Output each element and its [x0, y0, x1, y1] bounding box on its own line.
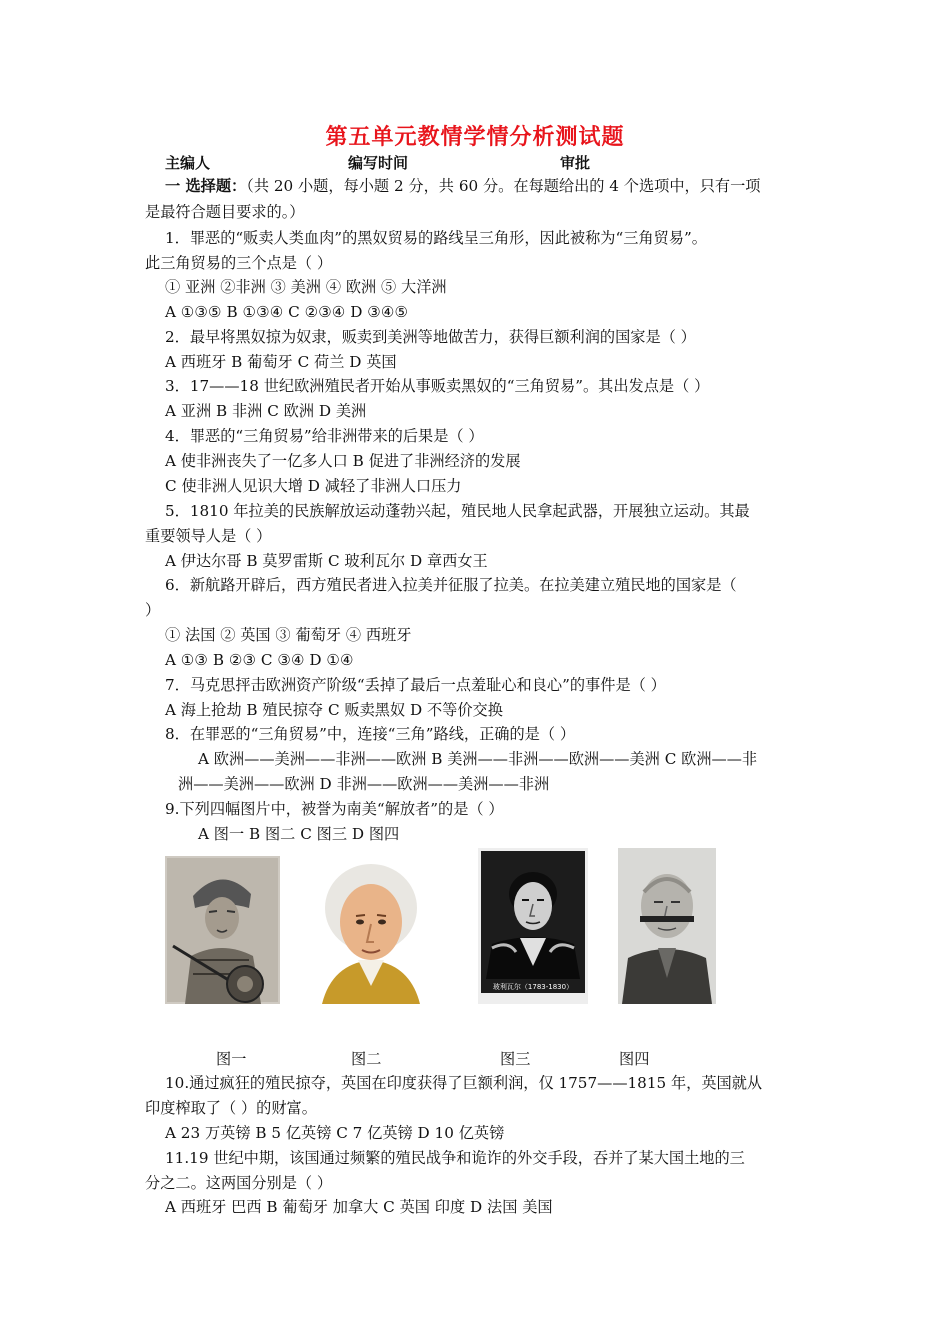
figure-1-portrait — [165, 856, 280, 1004]
q5-text: 5．1810 年拉美的民族解放运动蓬勃兴起，殖民地人民拿起武器，开展独立运动。其最 — [165, 502, 750, 520]
q7-options: A 海上抢劫 B 殖民掠夺 C 贩卖黑奴 D 不等价交换 — [165, 701, 503, 719]
figure-3-caption: 玻利瓦尔（1783-1830） — [492, 983, 574, 991]
q5-options: A 伊达尔哥 B 莫罗雷斯 C 玻利瓦尔 D 章西女王 — [165, 552, 488, 570]
q5-text-cont: 重要领导人是（ ） — [145, 527, 272, 545]
q1-items: ① 亚洲 ②非洲 ③ 美洲 ④ 欧洲 ⑤ 大洋洲 — [165, 278, 447, 296]
q7-text: 7．马克思抨击欧洲资产阶级“丢掉了最后一点羞耻心和良心”的事件是（ ） — [165, 676, 666, 694]
q1-text: 1．罪恶的“贩卖人类血肉”的黑奴贸易的路线呈三角形，因此被称为“三角贸易”。 — [165, 229, 707, 247]
section-header — [165, 176, 760, 196]
figure-2-portrait — [312, 856, 430, 1004]
section-desc-1: （共 20 小题，每小题 2 分，共 60 分。在每题给出的 4 个选项中，只有一项 — [246, 177, 761, 195]
section-heading: 一 选择题： — [165, 177, 247, 195]
q8-options-1: A 欧洲——美洲——非洲——欧洲 B 美洲——非洲——欧洲——美洲 C 欧洲——非 — [198, 750, 758, 768]
q9-text: 9.下列四幅图片中，被誉为南美“解放者”的是（ ） — [165, 800, 504, 818]
q11-options: A 西班牙 巴西 B 葡萄牙 加拿大 C 英国 印度 D 法国 美国 — [165, 1198, 553, 1216]
q11-text: 11.19 世纪中期，该国通过频繁的殖民战争和诡诈的外交手段，吞并了某大国土地的三 — [165, 1149, 745, 1167]
q10-text: 10.通过疯狂的殖民掠夺，英国在印度获得了巨额利润，仅 1757——1815 年，英国就从 — [165, 1074, 763, 1092]
figure-3-label: 图三 — [500, 1050, 531, 1068]
q6-text: 6．新航路开辟后，西方殖民者进入拉美并征服了拉美。在拉美建立殖民地的国家是（ — [165, 576, 737, 594]
q2-options: A 西班牙 B 葡萄牙 C 荷兰 D 英国 — [165, 353, 397, 371]
q1-options: A ①③⑤ B ①③④ C ②③④ D ③④⑤ — [165, 303, 409, 321]
q8-options-2: 洲——美洲——欧洲 D 非洲——欧洲——美洲——非洲 — [178, 775, 550, 793]
figure-4-portrait — [618, 848, 716, 1004]
figure-4-label: 图四 — [619, 1050, 650, 1068]
q4-text: 4．罪恶的“三角贸易”给非洲带来的后果是（ ） — [165, 427, 484, 445]
warrior-woman-image — [165, 856, 280, 1004]
q2-text: 2．最早将黑奴掠为奴隶，贩卖到美洲等地做苦力，获得巨额利润的国家是（ ） — [165, 328, 696, 346]
q3-options: A 亚洲 B 非洲 C 欧洲 D 美洲 — [165, 402, 367, 420]
bolivar-portrait-image — [478, 848, 588, 1004]
q6-items: ① 法国 ② 英国 ③ 葡萄牙 ④ 西班牙 — [165, 626, 412, 644]
q1-text-cont: 此三角贸易的三个点是（ ） — [145, 254, 333, 272]
q6-options: A ①③ B ②③ C ③④ D ①④ — [165, 651, 354, 669]
q8-text: 8．在罪恶的“三角贸易”中，连接“三角”路线，正确的是（ ） — [165, 725, 576, 743]
q10-options: A 23 万英镑 B 5 亿英镑 C 7 亿英镑 D 10 亿英镑 — [165, 1124, 505, 1142]
meta-editor: 主编人 — [165, 154, 211, 172]
q9-options: A 图一 B 图二 C 图三 D 图四 — [198, 825, 400, 843]
meta-time: 编写时间 — [348, 154, 409, 172]
meta-review: 审批 — [560, 154, 591, 172]
figure-2-label: 图二 — [351, 1050, 382, 1068]
page-title: 第五单元教情学情分析测试题 — [325, 125, 625, 150]
q10-text-cont: 印度榨取了（ ）的财富。 — [145, 1099, 317, 1117]
q11-text-cont: 分之二。这两国分别是（ ） — [145, 1174, 333, 1192]
q3-text: 3．17——18 世纪欧洲殖民者开始从事贩卖黑奴的“三角贸易”。其出发点是（ ） — [165, 377, 710, 395]
section-desc-2: 是最符合题目要求的。） — [145, 203, 305, 221]
q4-options-2: C 使非洲人见识大增 D 减轻了非洲人口压力 — [165, 477, 462, 495]
q6-text-cont: ） — [145, 601, 161, 619]
priest-portrait-image — [618, 848, 716, 1004]
q4-options-1: A 使非洲丧失了一亿多人口 B 促进了非洲经济的发展 — [165, 452, 521, 470]
old-man-portrait-image — [312, 856, 430, 1004]
figure-3-portrait — [478, 848, 588, 1004]
figure-1-label: 图一 — [216, 1050, 247, 1068]
